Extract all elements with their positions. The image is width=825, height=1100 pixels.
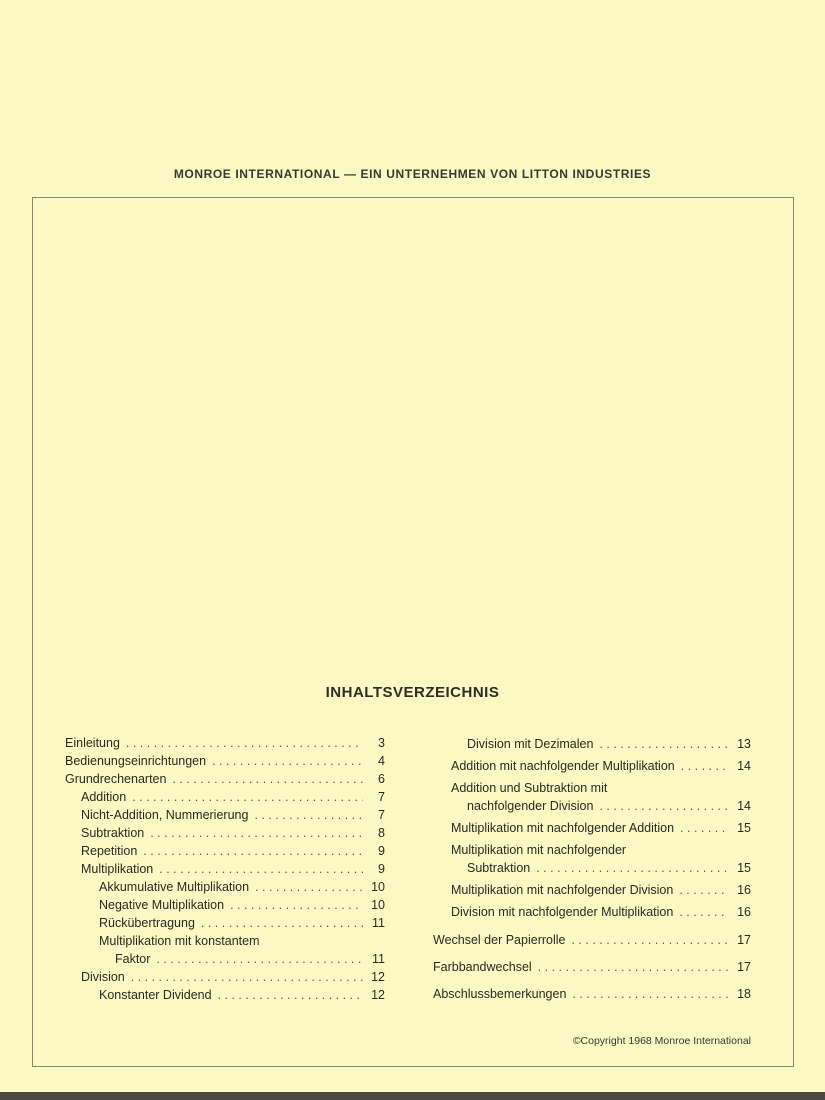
toc-entry: Farbbandwechsel . . . 17 <box>433 958 751 976</box>
toc-entry: Nicht-Addition, Nummerierung . . . 7 <box>65 806 385 824</box>
toc-entry: Einleitung . . . 3 <box>65 734 385 752</box>
toc-entry: nachfolgender Division . . . 14 <box>433 797 751 815</box>
toc-entry: Bedienungseinrichtungen . . . 4 <box>65 752 385 770</box>
toc-entry: Multiplikation . . . 9 <box>65 860 385 878</box>
toc-entry-line: Multiplikation mit konstantem <box>99 934 260 948</box>
toc-entry: Division mit nachfolgender Multiplikation . . . 16 <box>433 903 751 921</box>
toc-entry: Subtraktion . . . 8 <box>65 824 385 842</box>
toc-entry: Multiplikation mit nachfolgender Division . . . 16 <box>433 881 751 899</box>
toc-entry: Multiplikation mit nachfolgender Addition . . . 15 <box>433 819 751 837</box>
toc-entry: Addition mit nachfolgender Multiplikation . . . 14 <box>433 757 751 775</box>
toc-heading: INHALTSVERZEICHNIS <box>325 684 500 701</box>
toc-entry: Repetition . . . 9 <box>65 842 385 860</box>
toc-entry: Abschlussbemerkungen . . . 18 <box>433 985 751 1003</box>
toc-entry: Wechsel der Papierrolle . . . 17 <box>433 931 751 949</box>
toc-entry-line: Multiplikation mit nachfolgender <box>451 843 627 857</box>
toc-entry: Addition . . . 7 <box>65 788 385 806</box>
toc-entry: Division . . . 12 <box>65 968 385 986</box>
page-header: MONROE INTERNATIONAL — EIN UNTERNEHMEN VON LITTON INDUSTRIES <box>173 167 652 181</box>
toc-entry-line: Addition und Subtraktion mit <box>451 781 608 795</box>
page-bottom-edge <box>0 1092 825 1100</box>
toc-entry: Akkumulative Multiplikation . . . 10 <box>65 878 385 896</box>
toc-right-column <box>433 735 751 1003</box>
toc-left-column <box>65 734 385 1004</box>
toc-entry: Grundrechenarten . . . 6 <box>65 770 385 788</box>
copyright-notice: ©Copyright 1968 Monroe International <box>572 1035 751 1047</box>
toc-entry: Rückübertragung . . . 11 <box>65 914 385 932</box>
toc-entry: Negative Multiplikation . . . 10 <box>65 896 385 914</box>
toc-entry: Subtraktion . . . 15 <box>433 859 751 877</box>
toc-entry: Faktor . . . 11 <box>65 950 385 968</box>
toc-entry: Division mit Dezimalen . . . 13 <box>433 735 751 753</box>
toc-entry: Konstanter Dividend . . . 12 <box>65 986 385 1004</box>
